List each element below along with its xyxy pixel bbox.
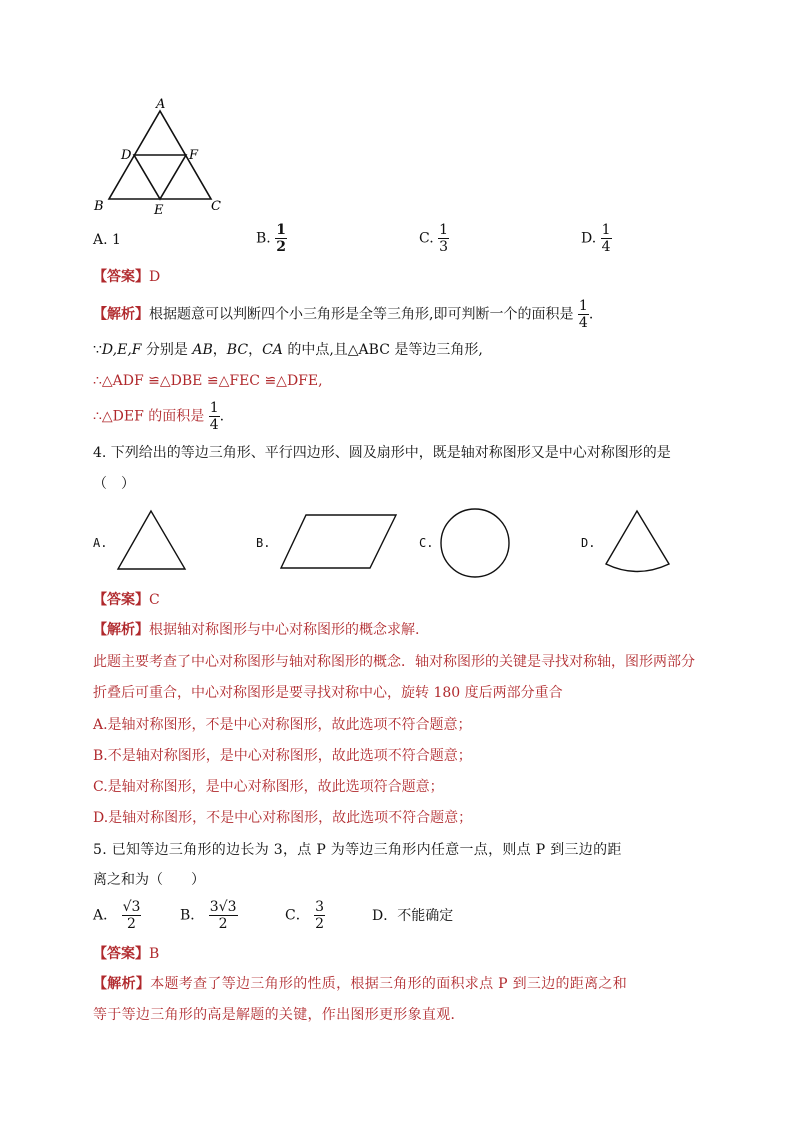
q4-analysis-line4: A.是轴对称图形，不是中心对称图形，故此选项不符合题意； (93, 717, 472, 733)
q4-paren: （ ） (93, 476, 135, 492)
label-c: C (211, 199, 221, 214)
fraction: $\frac{1}{2}$ (276, 222, 286, 255)
q3-analysis-line3: ∴△ADF ≌△DBE ≌△FEC ≌△DFE, (93, 373, 323, 389)
fraction: $\frac{1}{4}$ (601, 222, 611, 255)
q4-option-c-label[interactable]: C. (419, 536, 434, 550)
q5-analysis-line2: 等于等边三角形的高是解题的关键，作出图形更形象直观． (93, 1007, 465, 1023)
q4-analysis-line2: 此题主要考查了中心对称图形与轴对称图形的概念．轴对称图形的关键是寻找对称轴，图形两部分 (93, 654, 695, 670)
q5-stem-line1: 5. 已知等边三角形的边长为 3，点 P 为等边三角形内任意一点，则点 P 到三边的距 (93, 842, 622, 858)
parallelogram-shape (278, 510, 402, 572)
fraction: $\frac{1}{4}$ (209, 400, 219, 433)
q3-analysis-line2: ∵D,E,F 分别是 AB，BC，CA 的中点,且△ABC 是等边三角形, (93, 342, 483, 358)
q4-stem: 4. 下列给出的等边三角形、平行四边形、圆及扇形中，既是轴对称图形又是中心对称图形的是 (93, 445, 671, 461)
label-e: E (154, 203, 164, 218)
q5-option-a[interactable]: A． $\frac{√3}{2}$ (93, 899, 141, 932)
q3-option-c[interactable]: C. $\frac{1}{3}$ (419, 222, 449, 255)
q4-answer: 【答案】C (93, 592, 160, 608)
q5-option-b[interactable]: B． $\frac{3√3}{2}$ (180, 899, 237, 932)
label-f: F (189, 148, 199, 163)
q3-analysis-line4: ∴△DEF 的面积是 $\frac{1}{4}$ . (93, 400, 225, 433)
triangle-def (134, 155, 186, 199)
q4-option-a-label[interactable]: A. (93, 536, 108, 550)
fraction: $\frac{√3}{2}$ (122, 899, 141, 932)
sector-shape (603, 506, 675, 576)
q3-option-a[interactable]: A. 1 (93, 232, 121, 248)
q4-analysis-line3: 折叠后可重合，中心对称图形是要寻找对称中心，旋转 180 度后两部分重合 (93, 685, 563, 701)
fraction: $\frac{3√3}{2}$ (209, 899, 237, 932)
q3-answer: 【答案】D (93, 269, 161, 285)
q5-stem-line2: 离之和为（ ） (93, 872, 205, 888)
q4-analysis-line1: 【解析】根据轴对称图形与中心对称图形的概念求解. (93, 622, 420, 638)
q5-answer: 【答案】B (93, 946, 160, 962)
q4-analysis-line5: B.不是轴对称图形，是中心对称图形，故此选项不符合题意； (93, 748, 472, 764)
q5-option-c[interactable]: C． $\frac{3}{2}$ (285, 899, 325, 932)
fraction: $\frac{1}{3}$ (439, 222, 449, 255)
q3-option-d[interactable]: D. $\frac{1}{4}$ (581, 222, 611, 255)
q4-option-d-label[interactable]: D. (581, 536, 596, 550)
q5-option-d[interactable]: D．不能确定 (372, 908, 454, 924)
q4-option-b-label[interactable]: B. (256, 536, 271, 550)
q4-analysis-line7: D.是轴对称图形，不是中心对称图形，故此选项不符合题意； (93, 810, 473, 826)
equilateral-triangle-shape (112, 505, 192, 575)
label-b: B (94, 199, 104, 214)
q4-analysis-line6: C.是轴对称图形，是中心对称图形，故此选项符合题意； (93, 779, 444, 795)
fraction: $\frac{1}{4}$ (578, 298, 588, 331)
fraction: $\frac{3}{2}$ (315, 899, 325, 932)
triangle-midpoint-figure (90, 95, 230, 220)
circle-shape (437, 506, 513, 580)
q5-analysis-line1: 【解析】本题考查了等边三角形的性质，根据三角形的面积求点 P 到三边的距离之和 (93, 976, 628, 992)
q3-analysis-line1: 【解析】根据题意可以判断四个小三角形是全等三角形,即可判断一个的面积是 $\frac{1}{4}$ . (93, 298, 594, 331)
q3-option-b[interactable]: B. $\frac{1}{2}$ (256, 222, 286, 255)
label-a: A (156, 97, 166, 112)
label-d: D (121, 148, 132, 163)
